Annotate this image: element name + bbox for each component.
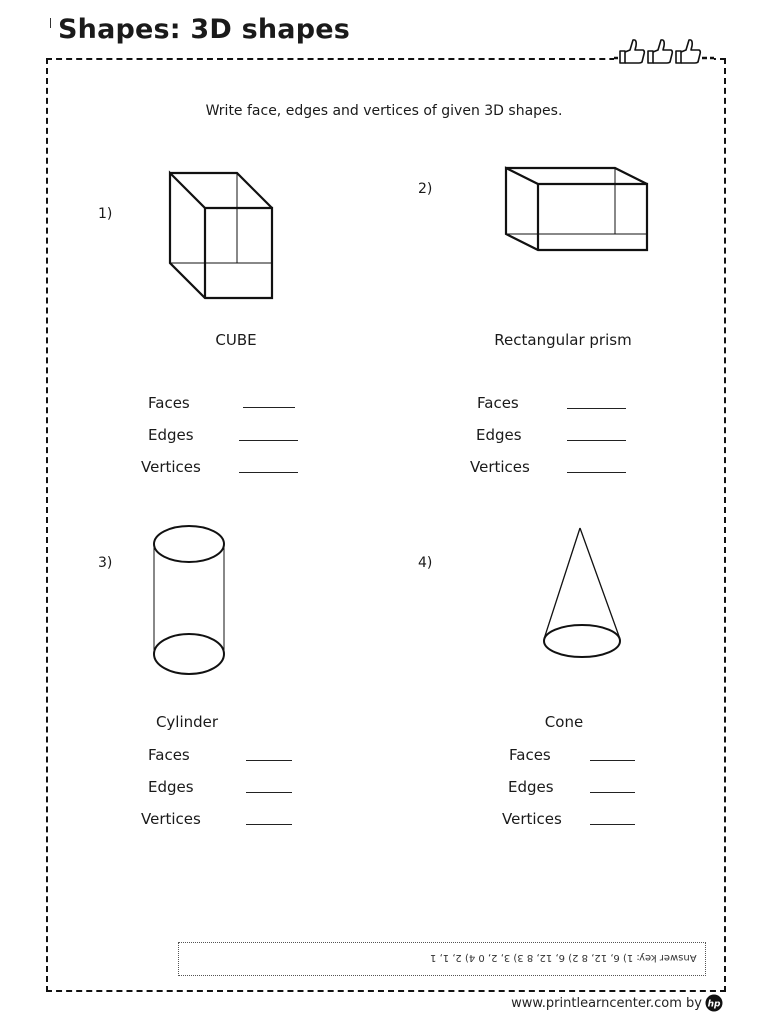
shape-number: 4) [418, 555, 433, 571]
page-title: Shapes: 3D shapes [58, 14, 351, 45]
answer-key-box [178, 942, 706, 976]
edges-label: Edges [148, 778, 194, 796]
faces-label: Faces [148, 394, 190, 412]
vertices-answer-blank[interactable] [246, 824, 292, 825]
footer-site[interactable]: www.printlearncenter.com by [511, 996, 702, 1011]
vertices-answer-blank[interactable] [239, 472, 298, 473]
cylinder-figure [148, 522, 230, 684]
faces-answer-blank[interactable] [243, 407, 295, 408]
shape-name: Cone [544, 713, 584, 731]
edges-label: Edges [476, 426, 522, 444]
title-marker [50, 18, 51, 28]
instruction-text: Write face, edges and vertices of given 3D shapes. [205, 103, 563, 119]
thumbs-up-icon [648, 40, 672, 63]
thumbs-up-icon [676, 40, 700, 63]
vertices-label: Vertices [470, 458, 530, 476]
vertices-label: Vertices [502, 810, 562, 828]
cube-figure [165, 168, 280, 303]
vertices-label: Vertices [141, 810, 201, 828]
shape-name: Cylinder [155, 713, 219, 731]
edges-label: Edges [508, 778, 554, 796]
edges-answer-blank[interactable] [239, 440, 298, 441]
faces-label: Faces [477, 394, 519, 412]
shape-name: Rectangular prism [494, 331, 632, 349]
svg-text:hp: hp [707, 999, 721, 1010]
rectangular-prism-figure [502, 164, 652, 256]
thumbs-up-icon [620, 40, 644, 63]
edges-label: Edges [148, 426, 194, 444]
hp-logo-icon [705, 994, 723, 1012]
shape-name: CUBE [215, 331, 257, 349]
faces-label: Faces [148, 746, 190, 764]
shape-number: 1) [98, 206, 113, 222]
faces-answer-blank[interactable] [246, 760, 292, 761]
edges-answer-blank[interactable] [590, 792, 635, 793]
faces-answer-blank[interactable] [590, 760, 635, 761]
cone-figure [536, 524, 628, 664]
rating-thumbs [614, 32, 714, 72]
edges-answer-blank[interactable] [246, 792, 292, 793]
shape-number: 2) [418, 181, 433, 197]
faces-answer-blank[interactable] [567, 408, 626, 409]
vertices-answer-blank[interactable] [590, 824, 635, 825]
answer-key-text: Answer key: 1) 6, 12, 8 2) 6, 12, 8 3) 3, 2, 0 4) 2, 1, 1 [430, 952, 697, 963]
edges-answer-blank[interactable] [567, 440, 626, 441]
faces-label: Faces [509, 746, 551, 764]
shape-number: 3) [98, 555, 113, 571]
vertices-label: Vertices [141, 458, 201, 476]
vertices-answer-blank[interactable] [567, 472, 626, 473]
